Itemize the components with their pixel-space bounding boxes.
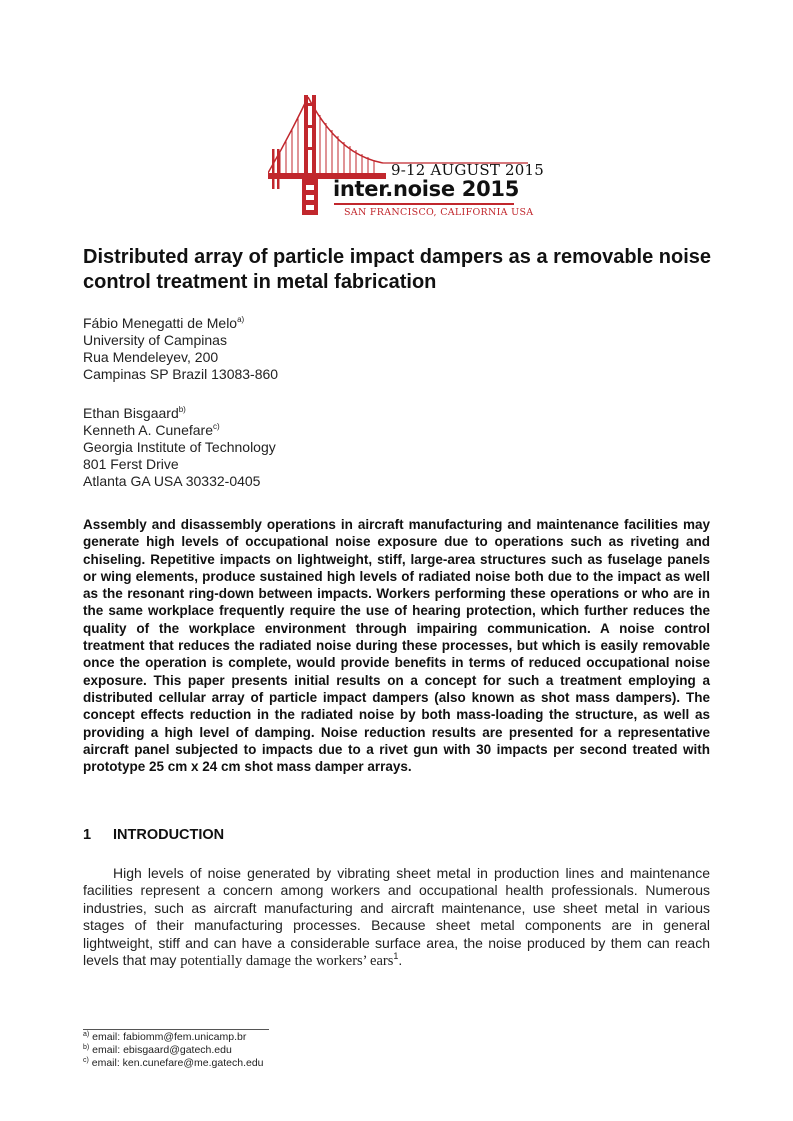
footnote-rule (83, 1029, 269, 1030)
intro-paragraph (83, 865, 710, 970)
author-name: Ethan Bisgaard (83, 405, 179, 421)
abstract: Assembly and disassembly operations in aircraft manufacturing and maintenance facilities may generate high levels of occupational noise exposure due to operations such as riveting and chiseling. Repetitive impacts on lightweight, stiff, large-area structures such as fuselage panels or wing elements, produce sustained high levels of radiated noise both due to the impact as well as the resonant ring-down between impacts. Workers performing these operations or who are in the same workplace frequently require the use of hearing protection, which further reduces the quality of the workplace environment through impairing communication. A noise control treatment that reduces the radiated noise during these processes, but which is easily removable once the operation is complete, would provide benefits in terms of reduced occupational noise exposure. This paper presents initial results on a concept for such a treatment employing a distributed cellular array of particle impact dampers (also known as shot mass dampers). The concept effects reduction in the radiated noise by both mass-loading the structure, as well as providing a high level of damping. Noise reduction results are presented for a representative aircraft panel subjected to impacts due to a rivet gun with 30 impacts per second treated with prototype 25 cm x 24 cm shot mass damper arrays. (83, 517, 710, 775)
footnote-email: email: fabiomm@fem.unicamp.br (89, 1031, 247, 1043)
intro-text: High levels of noise generated by vibrating sheet metal in production lines and maintenance facilities represent a concern among workers and occupational health professionals. Numerous industries, such as aircraft manufacturing and aircraft maintenance, use sheet metal in various stages of their manufacturing processes. Because sheet metal components are in general lightweight, stiff and can have a considerable surface area, the noise produced by them can reach levels that may (83, 865, 710, 969)
citation-reference: 1 (393, 951, 399, 962)
author-footnote-mark: c) (213, 422, 220, 431)
logo-conference-name: inter.noise 2015 (333, 177, 520, 201)
footnote-email: email: ken.cunefare@me.gatech.edu (88, 1057, 264, 1069)
paper-title: Distributed array of particle impact dampers as a removable noise control treatment in metal fabrication (83, 246, 712, 293)
footnote-mark: a) (83, 1031, 90, 1038)
author-block-1 (83, 315, 483, 383)
author-footnote-mark: a) (237, 315, 245, 324)
author-name: Fábio Menegatti de Melo (83, 315, 238, 331)
intro-text-serif: potentially damage the workers’ ears (180, 953, 394, 970)
author-line (83, 422, 483, 439)
intro-text-end: . (398, 952, 403, 969)
affiliation-line: Rua Mendeleyev, 200 (83, 349, 219, 365)
logo-date: 9-12 AUGUST 2015 (391, 161, 544, 179)
section-title: INTRODUCTION (113, 827, 225, 843)
footnote-email: email: ebisgaard@gatech.edu (89, 1044, 232, 1056)
author-footnote-mark: b) (178, 405, 186, 414)
footnote-mark: c) (83, 1057, 89, 1064)
footnote-mark: b) (83, 1044, 90, 1051)
section-number: 1 (83, 827, 92, 843)
golden-gate-bridge-icon (268, 95, 528, 225)
affiliation-line: Georgia Institute of Technology (83, 439, 276, 455)
affiliation-line: Atlanta GA USA 30332-0405 (83, 473, 261, 489)
footnote (83, 1044, 264, 1057)
footnotes (83, 1031, 264, 1070)
author-name: Kenneth A. Cunefare (83, 422, 213, 438)
conference-logo (268, 95, 544, 225)
affiliation-line: Campinas SP Brazil 13083-860 (83, 366, 279, 382)
affiliation-line: University of Campinas (83, 332, 227, 348)
author-line (83, 315, 483, 332)
author-line (83, 405, 483, 422)
logo-location: SAN FRANCISCO, CALIFORNIA USA (344, 207, 534, 218)
footnote (83, 1057, 264, 1070)
affiliation-line: 801 Ferst Drive (83, 456, 179, 472)
footnote (83, 1031, 264, 1044)
section-heading (83, 827, 224, 843)
author-block-2 (83, 405, 483, 490)
